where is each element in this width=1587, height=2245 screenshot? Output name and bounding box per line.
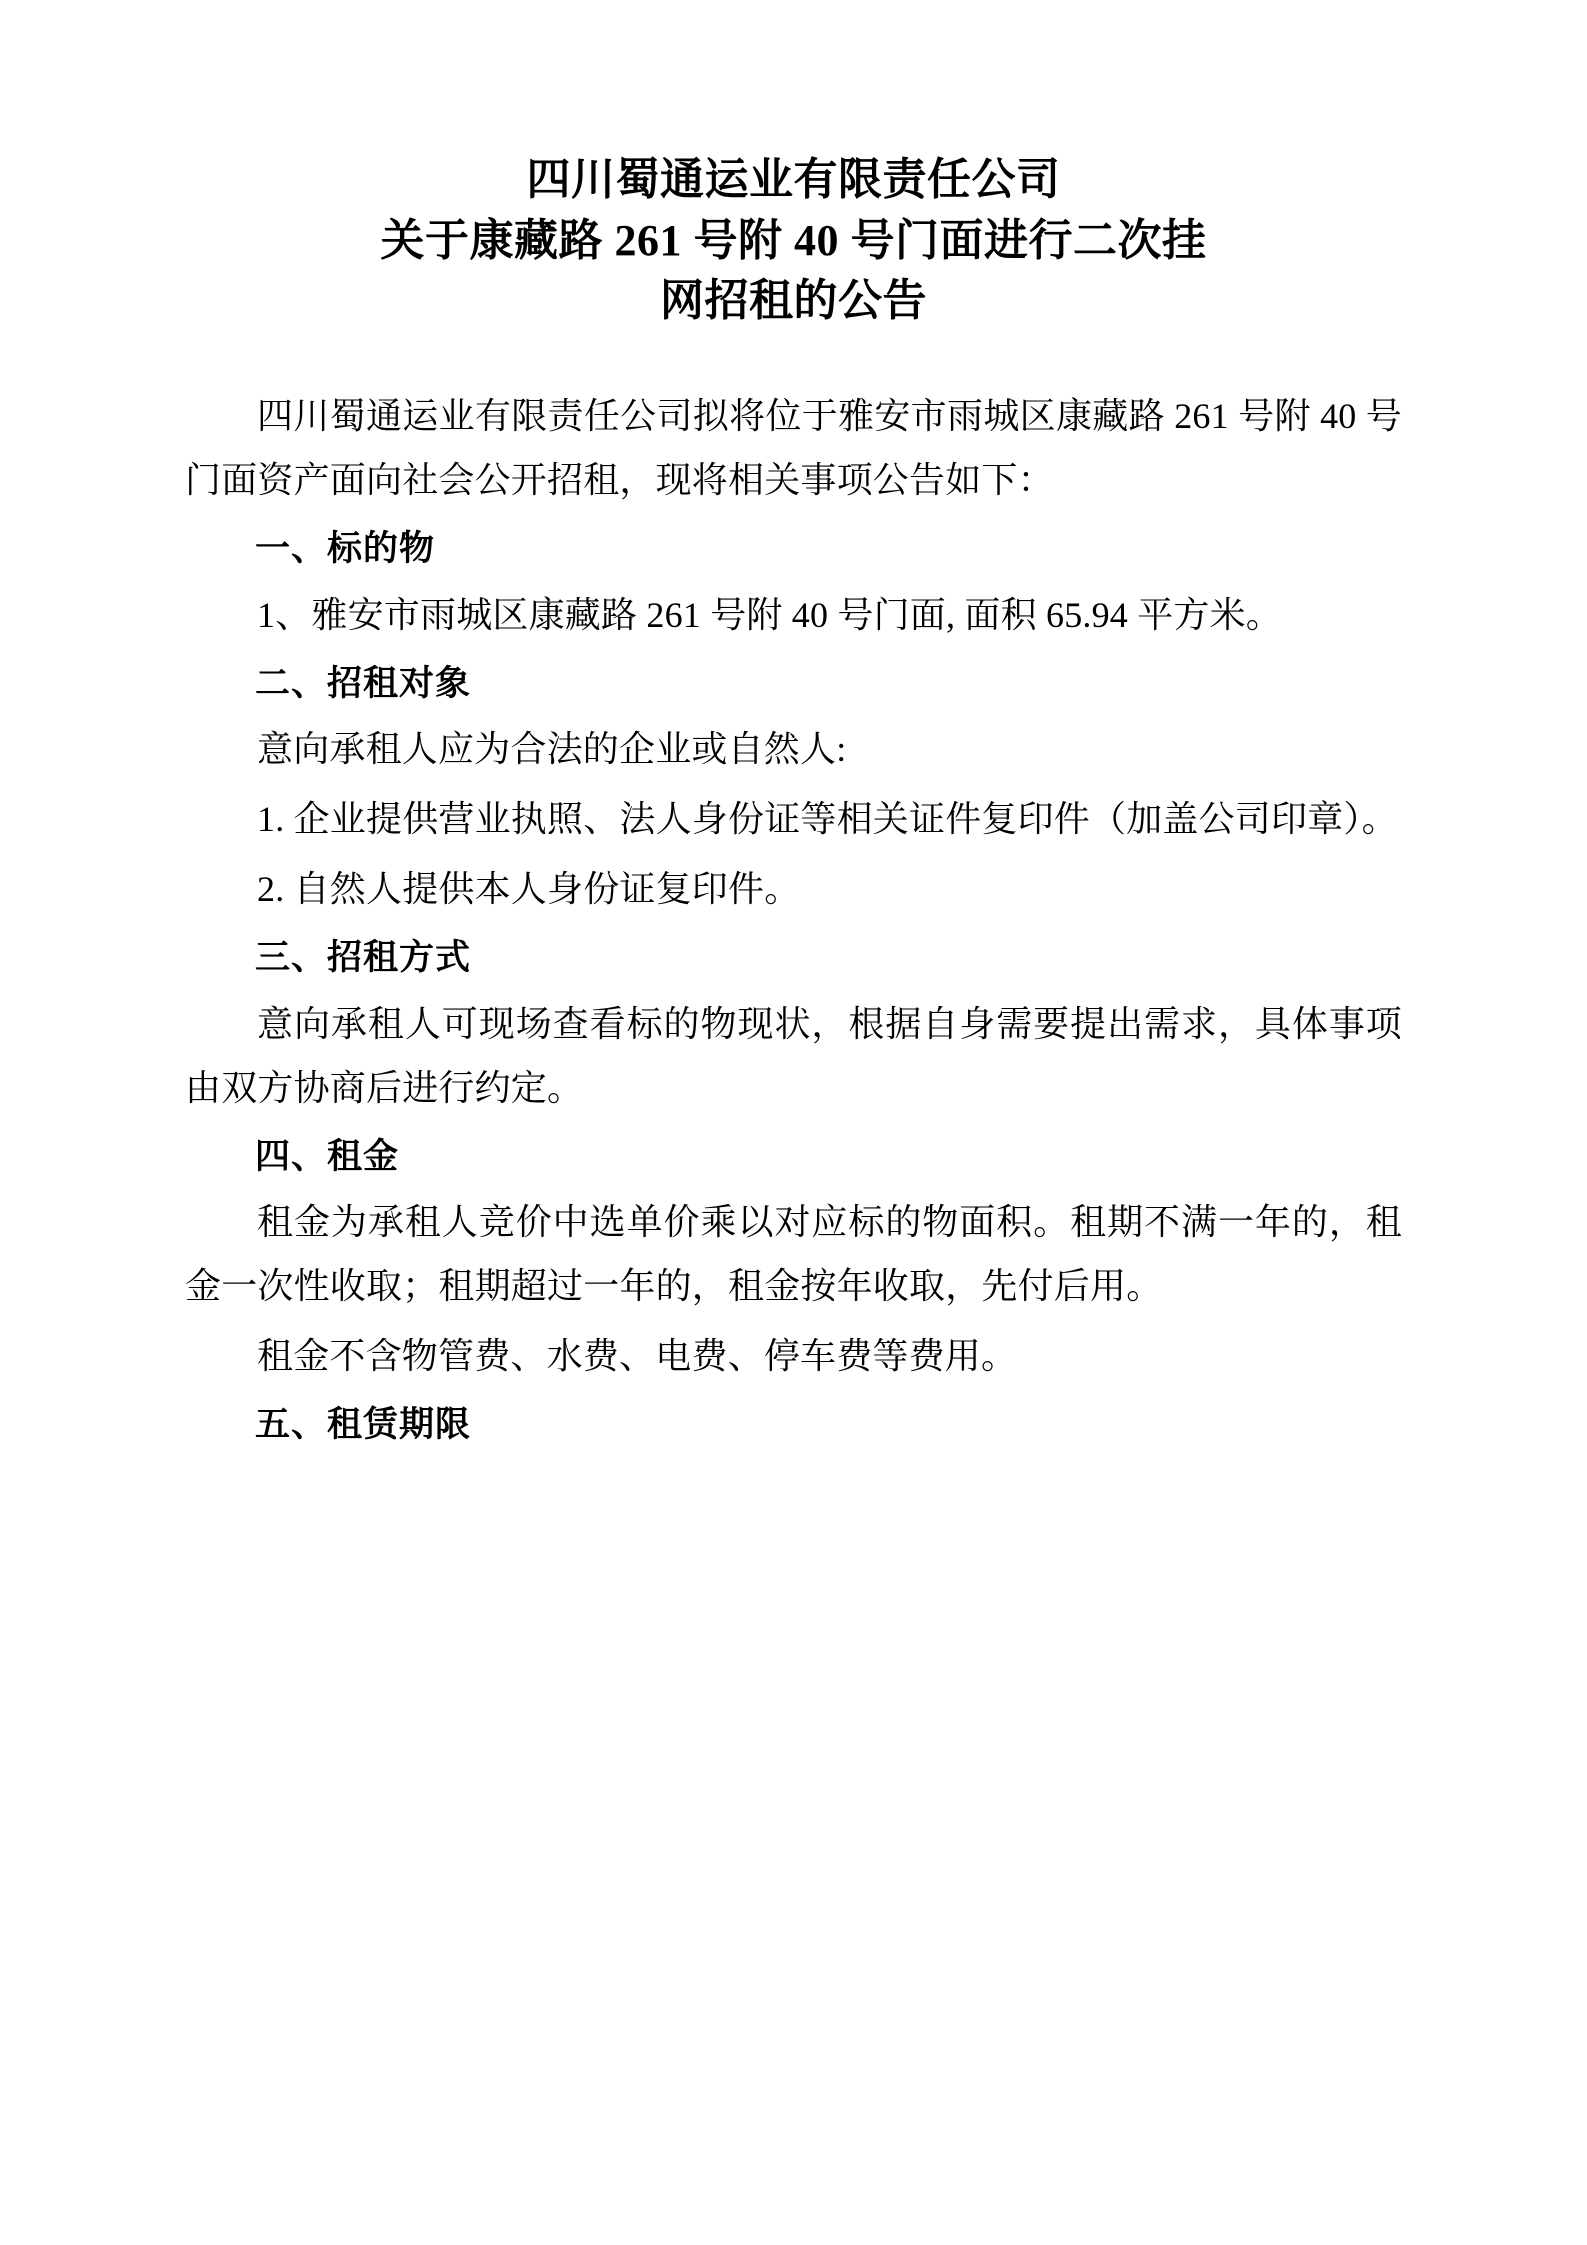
section-3 bbox=[185, 927, 1402, 1119]
intro-paragraph: 四川蜀通运业有限责任公司拟将位于雅安市雨城区康藏路 261 号附 40 号门面资产面向社会公开招租，现将相关事项公告如下： bbox=[185, 396, 1402, 501]
section-heading-5: 五、租赁期限 bbox=[255, 1405, 472, 1446]
title-line-3: 网招租的公告 bbox=[660, 276, 927, 326]
section-2-paragraph-2: 1. 企业提供营业执照、法人身份证等相关证件复印件（加盖公司印章）。 bbox=[257, 799, 1398, 840]
section-1 bbox=[185, 518, 1402, 646]
section-heading-1: 一、标的物 bbox=[255, 529, 436, 570]
page-title bbox=[185, 150, 1402, 332]
section-heading-3: 三、招租方式 bbox=[255, 938, 472, 979]
section-4-paragraph-1: 租金为承租人竞价中选单价乘以对应标的物面积。租期不满一年的，租金一次性收取；租期超过一年的，租金按年收取，先付后用。 bbox=[185, 1201, 1402, 1307]
section-2-paragraph-1: 意向承租人应为合法的企业或自然人: bbox=[257, 728, 847, 769]
section-heading-4: 四、租金 bbox=[255, 1136, 400, 1177]
section-2 bbox=[185, 653, 1402, 922]
section-1-paragraph-1: 1、雅安市雨城区康藏路 261 号附 40 号门面, 面积 65.94 平方米。 bbox=[257, 594, 1283, 635]
title-line-2: 关于康藏路 261 号附 40 号门面进行二次挂 bbox=[380, 215, 1207, 265]
section-4 bbox=[185, 1126, 1402, 1389]
section-5 bbox=[185, 1394, 1402, 1456]
section-4-paragraph-2: 租金不含物管费、水费、电费、停车费等费用。 bbox=[257, 1336, 1018, 1377]
section-2-paragraph-3: 2. 自然人提供本人身份证复印件。 bbox=[257, 869, 801, 910]
title-line-1: 四川蜀通运业有限责任公司 bbox=[526, 155, 1061, 204]
section-heading-2: 二、招租对象 bbox=[255, 663, 472, 704]
section-3-paragraph-1: 意向承租人可现场查看标的物现状，根据自身需要提出需求，具体事项由双方协商后进行约定。 bbox=[185, 1003, 1402, 1108]
